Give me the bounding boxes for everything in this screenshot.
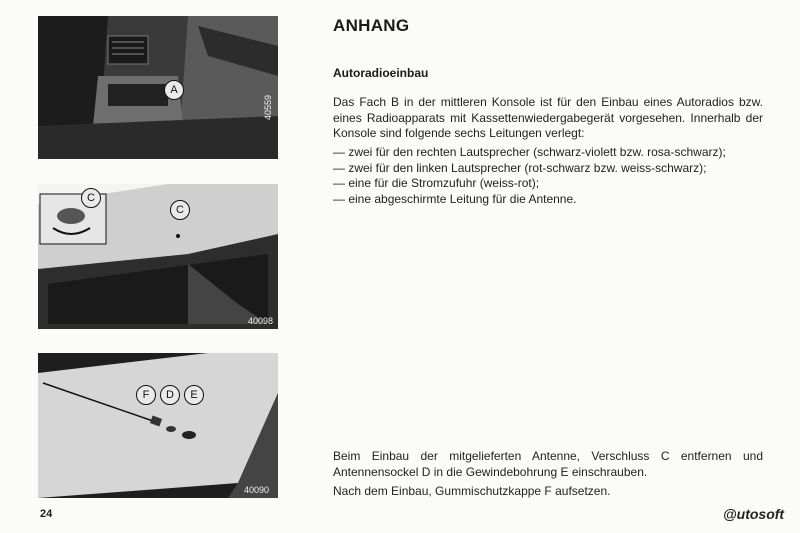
console-illustration xyxy=(38,16,278,159)
callout-label: C xyxy=(170,200,190,220)
callout-label: F xyxy=(136,385,156,405)
list-item: — eine für die Stromzufuhr (weiss-rot); xyxy=(333,176,540,190)
list-item: — zwei für den rechten Lautsprecher (schwarz-violett bzw. rosa-schwarz); xyxy=(333,145,726,159)
photo-roof-cap xyxy=(38,184,278,329)
antenna-illustration xyxy=(38,353,278,498)
page-number: 24 xyxy=(40,508,53,520)
intro-paragraph: Das Fach B in der mittleren Konsole ist für den Einbau eines Autoradios bzw. eines Radioapparats mit Kassettenwiedergabegerät vorgesehen. Innerhalb der Konsole sind folgende sechs Leitungen verlegt: xyxy=(333,95,763,140)
photo-number: 40090 xyxy=(244,485,270,495)
callout-label: C xyxy=(81,188,101,208)
install-paragraph: Nach dem Einbau, Gummischutzkappe F aufsetzen. xyxy=(333,484,611,498)
list-item: — eine abgeschirmte Leitung für die Antenne. xyxy=(333,191,577,206)
callout-label: E xyxy=(184,385,204,405)
callout-label: D xyxy=(160,385,180,405)
photo-number: 40098 xyxy=(248,316,274,326)
roof-illustration xyxy=(38,184,278,329)
photo-console xyxy=(38,16,278,159)
photo-antenna xyxy=(38,353,278,498)
installation-text xyxy=(333,449,763,500)
brand-watermark: @utosoft xyxy=(723,506,785,522)
install-paragraph: Beim Einbau der mitgelieferten Antenne, Verschluss C entfernen und Antennensockel D in die Gewindebohrung E einschrauben. xyxy=(333,449,763,479)
section-title: ANHANG xyxy=(333,16,410,35)
photo-number: 40559 xyxy=(263,94,273,120)
callout-label: A xyxy=(164,80,184,100)
subheading: Autoradioeinbau xyxy=(333,66,429,80)
list-item: — zwei für den linken Lautsprecher (rot-schwarz bzw. weiss-schwarz); xyxy=(333,160,707,175)
wire-list xyxy=(333,145,763,207)
